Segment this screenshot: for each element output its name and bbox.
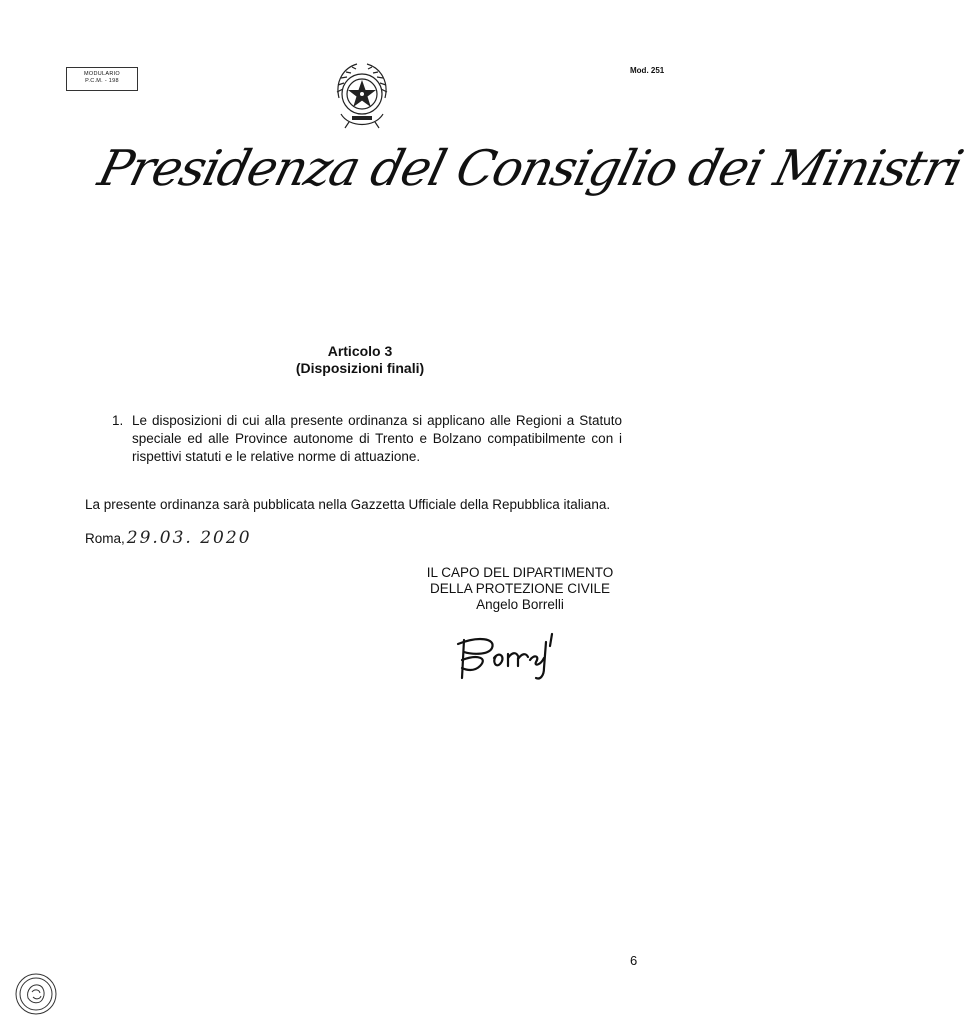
- republic-emblem-icon: [329, 58, 395, 136]
- signatory-role-line-2: DELLA PROTEZIONE CIVILE: [429, 581, 611, 596]
- model-label: Mod. 251: [630, 66, 665, 75]
- letterhead-title: Presidenza del Consiglio dei Ministri: [92, 140, 968, 197]
- article-heading: [0, 343, 720, 377]
- form-stamp-box: [66, 67, 138, 91]
- list-item: [112, 412, 622, 466]
- handwritten-signature: [448, 628, 588, 684]
- publication-notice: La presente ordinanza sarà pubblicata nella Gazzetta Ufficiale della Repubblica italiana.: [85, 497, 611, 512]
- stamp-seal-icon: [14, 972, 58, 1016]
- list-item-text: Le disposizioni di cui alla presente ordinanza si applicano alle Regioni a Statuto speciale ed alle Province autonome di Trento e Bolzano compatibilmente con i rispettivi statuti e le relative norme di attuazione.: [132, 413, 622, 464]
- stamp-line-1: MODULARIO: [83, 71, 120, 77]
- article-list: [112, 412, 622, 466]
- article-title: Articolo 3: [327, 343, 393, 359]
- signatory-role-line-1: IL CAPO DEL DIPARTIMENTO: [426, 565, 614, 580]
- signatory-name: Angelo Borrelli: [476, 597, 564, 612]
- list-item-number: 1.: [112, 413, 124, 428]
- stamp-line-2: P.C.M. - 198: [85, 78, 119, 84]
- signatory-block: [400, 565, 640, 613]
- place-label: Roma,: [85, 531, 125, 546]
- article-subtitle: (Disposizioni finali): [295, 360, 425, 376]
- place-date: [85, 530, 252, 547]
- handwritten-date: 29.03. 2020: [126, 528, 252, 548]
- page-number: 6: [630, 953, 638, 968]
